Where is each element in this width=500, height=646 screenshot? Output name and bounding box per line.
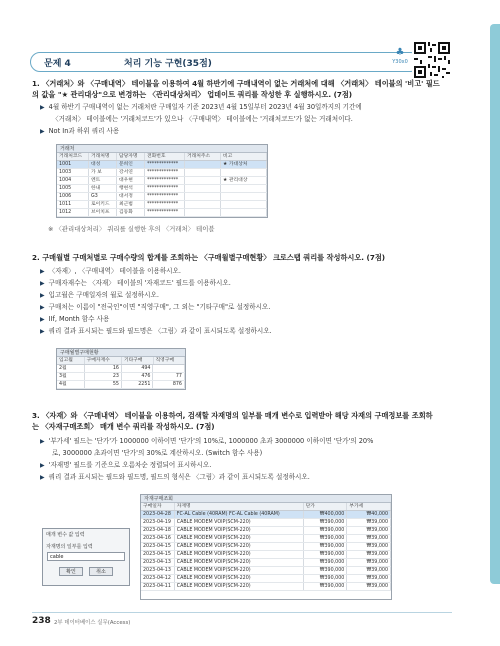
window-title: 구매월별구매현황 [57,349,185,357]
table-header: 거래처코드 거래처명 담당자명 전화번호 거래처주소 비고 [57,153,267,161]
cancel-button[interactable]: 취소 [89,567,113,576]
q2-bullet: ▶ 구매처는 이름이 "전국인"이면 "직영구매", 그 외는 "기타구매"로 설정하시오. [40,303,271,311]
table-row[interactable]: 2월 16 494 [57,365,185,373]
table-row[interactable]: 1001 대성 문희인 ************* ★ 가대상처 [57,161,267,169]
q2-bullet: ▶ 입고월은 구매일자의 월로 설정하시오. [40,291,159,299]
qr-badge-text: Y30x0 [392,59,408,65]
table-header: 구매일자 자재명 단가 부가세 [141,503,391,511]
table-row[interactable]: 2023-04-16 CABLE MODEM VOIP(SCM-220) ₩390,000 ₩39,000 [141,535,391,543]
footer-divider [32,612,452,613]
access-table-window-1 [56,144,268,218]
chapter-label: 2부 데이터베이스 실무(Access) [54,620,131,626]
triangle-bullet-icon: ▶ [40,316,45,323]
question-3: 3. 〈자재〉와 〈구매내역〉 테이블을 이용하여, 검색할 자재명의 일부를 매개 변수로 입력받아 해당 자재의 구매정보를 조회하 는 〈자재구매조회〉 매개 변수 쿼리를 작성하시오. (7점) [32,411,433,431]
chapter-side-tab [490,24,500,584]
q2-bullet: ▶ 쿼리 결과 표시되는 필드와 필드명은 〈그림〉과 같이 표시되도록 설정하시오. [40,327,272,335]
table-row[interactable]: 1006 G3 대서정 ************* [57,193,267,201]
qr-code-icon[interactable] [412,40,452,80]
window-title: 자재구매조회 [141,495,391,503]
q1-bullet: ▶ Not In과 하위 쿼리 사용 [40,127,120,135]
question-1: 1. 〈거래처〉와 〈구매내역〉 테이블을 이용하여 4월 하반기에 구매내역이 없는 거래처에 대해 〈거래처〉 테이블의 '비고' 필드 의 값을 "★ 관리대상"으로 변경하는 〈관리대상처리〉 업데이트 쿼리를 작성한 후 실행하시오. (7점) [32,79,440,99]
triangle-bullet-icon: ▶ [40,462,45,469]
table-row[interactable]: 2023-04-15 CABLE MODEM VOIP(SCM-220) ₩390,000 ₩39,000 [141,551,391,559]
q3-bullet: ▶ 쿼리 결과 표시되는 필드와 필드명, 필드의 형식은 〈그림〉과 같이 표시되도록 설정하시오. [40,473,310,481]
ok-button[interactable]: 확인 [59,567,83,576]
parameter-dialog [42,528,130,586]
triangle-bullet-icon: ▶ [40,328,45,335]
q2-bullet: ▶ IIf, Month 함수 사용 [40,315,110,323]
q3-bullet: ▶ '자재명' 필드를 기준으로 오름차순 정렬되어 표시하시오. [40,461,212,469]
triangle-bullet-icon: ▶ [40,128,45,135]
problem-header [30,52,420,72]
q1-note: ※ 〈관리대상처리〉 쿼리를 실행한 후의 〈거래처〉 테이블 [48,225,215,233]
access-table-window-3 [140,494,392,600]
problem-title: 처리 기능 구현(35점) [124,58,212,69]
page-number: 238 [32,616,51,626]
table-row[interactable]: 3월 23 476 77 [57,373,185,381]
parameter-input[interactable]: cable [47,552,125,561]
table-row[interactable]: 4월 55 2251 876 [57,381,185,389]
table-header: 입고월 구매자재수 기타구매 직영구매 [57,357,185,365]
table-row[interactable]: 1005 한내 행현석 ************* [57,185,267,193]
q1-bullet-cont: 〈거래처〉 테이블에는 '거래처코드'가 있으나 〈구매내역〉 테이블에는 '거래처코드'가 없는 거래처이다. [52,115,353,123]
window-title: 거래처 [57,145,267,153]
problem-number: 문제 4 [44,58,71,69]
table-row[interactable]: 2023-04-13 CABLE MODEM VOIP(SCM-220) ₩390,000 ₩39,000 [141,559,391,567]
access-table-window-2 [56,348,186,390]
club-icon: ♣ [395,47,405,58]
q2-bullet: ▶ 구매자재수는 〈자재〉 테이블의 '자재코드' 필드를 이용하시오. [40,279,231,287]
triangle-bullet-icon: ▶ [40,104,45,111]
table-row[interactable]: 1004 엔트 대우현 ************* ★ 관리대상 [57,177,267,185]
q3-bullet-cont: 로, 3000000 초과이면 '단가'의 30%로 계산하시오. (Switch 함수 사용) [52,449,263,457]
qr-badge [388,40,412,64]
table-row[interactable]: 1012 브이치프 김동화 ************* [57,209,267,217]
q2-bullet: ▶ 〈자재〉, 〈구매내역〉 테이블을 이용하시오. [40,267,182,275]
q1-bullet: ▶ 4월 하반기 구매내역이 없는 거래처란 구매일자 기준 2023년 4월 15일부터 2023년 4월 30일까지의 기간에 [40,103,362,111]
triangle-bullet-icon: ▶ [40,268,45,275]
question-2: 2. 구매월별 구매처별로 구매수량의 합계를 조회하는 〈구매월별구매현황〉 크로스탭 쿼리를 작성하시오. (7점) [32,253,386,262]
table-row[interactable]: 1011 로이키드 최근범 ************* [57,201,267,209]
table-row[interactable]: 2023-04-19 CABLE MODEM VOIP(SCM-220) ₩390,000 ₩39,000 [141,519,391,527]
table-row[interactable]: 2023-04-18 CABLE MODEM VOIP(SCM-220) ₩390,000 ₩39,000 [141,527,391,535]
q3-bullet: ▶ '부가세' 필드는 '단가'가 1000000 이하이면 '단가'의 10%로, 1000000 초과 3000000 이하이면 '단가'의 20% [40,437,374,445]
triangle-bullet-icon: ▶ [40,474,45,481]
triangle-bullet-icon: ▶ [40,280,45,287]
triangle-bullet-icon: ▶ [40,292,45,299]
table-row[interactable]: 1003 가 보 강서연 ************* [57,169,267,177]
table-row[interactable]: 2023-04-12 CABLE MODEM VOIP(SCM-220) ₩390,000 ₩39,000 [141,575,391,583]
table-row[interactable]: 2023-04-28 FC-AL Cable (40RAM) FC-AL Cable (40RAM) ₩400,000 ₩40,000 [141,511,391,519]
table-row[interactable]: 2023-04-13 CABLE MODEM VOIP(SCM-220) ₩390,000 ₩39,000 [141,567,391,575]
table-row[interactable]: 2023-04-15 CABLE MODEM VOIP(SCM-220) ₩390,000 ₩39,000 [141,543,391,551]
table-row[interactable]: 2023-04-11 CABLE MODEM VOIP(SCM-220) ₩390,000 ₩39,000 [141,583,391,591]
triangle-bullet-icon: ▶ [40,438,45,445]
dialog-title: 매개 변수 값 입력 [46,532,85,538]
triangle-bullet-icon: ▶ [40,304,45,311]
dialog-prompt: 자재명의 일부를 입력 [46,544,93,550]
